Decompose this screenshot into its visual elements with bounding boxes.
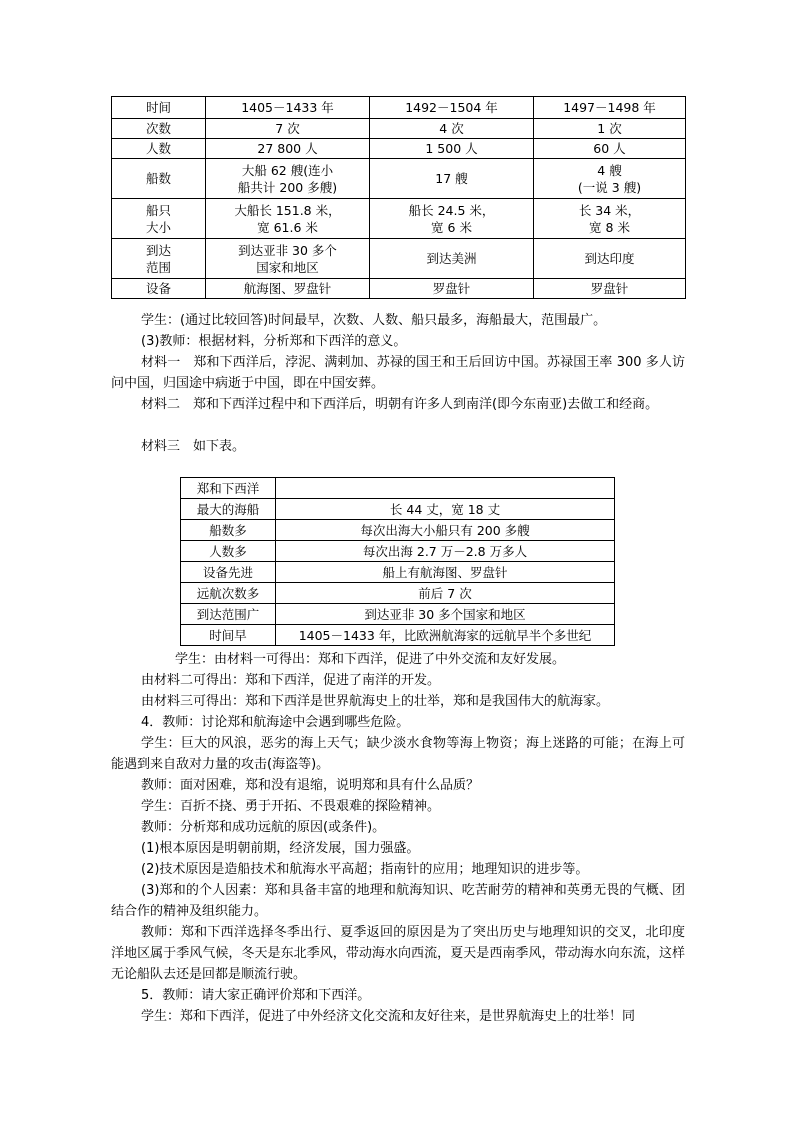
reason-fundamental: (1)根本原因是明朝前期，经济发展，国力强盛。 bbox=[141, 841, 420, 856]
table-row bbox=[112, 159, 686, 199]
teacher-question-reasons: 教师：分析郑和成功远航的原因(或条件)。 bbox=[141, 820, 386, 835]
teacher-question-evaluation: 5．教师：请大家正确评价郑和下西洋。 bbox=[141, 988, 371, 1003]
table-cell: 大船 62 艘(连小 船共计 200 多艘) bbox=[206, 159, 370, 199]
material-one: 材料一 郑和下西洋后，浡泥、满剌加、苏禄的国王和王后回访中国。苏禄国王率 300 多人访问中国，归国途中病逝于中国，即在中国安葬。 bbox=[111, 355, 685, 391]
material-three: 材料三 如下表。 bbox=[141, 439, 246, 454]
table-row bbox=[112, 97, 686, 119]
table-cell: 1405－1433 年 bbox=[206, 97, 370, 119]
table-cell: 罗盘针 bbox=[370, 279, 534, 299]
row-header-cell: 到达范围广 bbox=[181, 604, 276, 625]
reason-personal: (3)郑和的个人因素：郑和具备丰富的地理和航海知识、吃苦耐劳的精神和英勇无畏的气概、团结合作的精神及组织能力。 bbox=[111, 883, 685, 919]
table-cell: 1405－1433 年，比欧洲航海家的远航早半个多世纪 bbox=[276, 625, 615, 646]
table-cell: 到达亚非 30 多个 国家和地区 bbox=[206, 239, 370, 279]
row-header-cell: 时间 bbox=[112, 97, 206, 119]
table-cell: 27 800 人 bbox=[206, 139, 370, 159]
student-answer-qualities: 学生：百折不挠、勇于开拓、不畏艰难的探险精神。 bbox=[141, 799, 441, 814]
material-two: 材料二 郑和下西洋过程中和下西洋后，明朝有许多人到南洋(即今东南亚)去做工和经商。 bbox=[141, 397, 659, 412]
table-cell: 长 44 丈，宽 18 丈 bbox=[276, 499, 615, 520]
row-header-cell: 船数多 bbox=[181, 520, 276, 541]
row-header-cell: 最大的海船 bbox=[181, 499, 276, 520]
table-row bbox=[181, 604, 615, 625]
table-cell: 大船长 151.8 米， 宽 61.6 米 bbox=[206, 199, 370, 239]
conclusion-material-two: 由材料二可得出：郑和下西洋，促进了南洋的开发。 bbox=[141, 673, 441, 688]
table-cell: 7 次 bbox=[206, 119, 370, 139]
table-cell: 船长 24.5 米， 宽 6 米 bbox=[370, 199, 534, 239]
conclusion-material-one: 学生：由材料一可得出：郑和下西洋，促进了中外交流和友好发展。 bbox=[175, 652, 566, 667]
table-cell: 4 艘 (一说 3 艘) bbox=[534, 159, 686, 199]
table-cell: 每次出海大小船只有 200 多艘 bbox=[276, 520, 615, 541]
row-header-cell: 人数多 bbox=[181, 541, 276, 562]
table-row bbox=[181, 541, 615, 562]
teacher-question-dangers: 4．教师：讨论郑和航海途中会遇到哪些危险。 bbox=[141, 715, 410, 730]
table-row bbox=[181, 520, 615, 541]
row-header-cell: 时间早 bbox=[181, 625, 276, 646]
row-header-cell: 次数 bbox=[112, 119, 206, 139]
teacher-question-significance: (3)教师：根据材料，分析郑和下西洋的意义。 bbox=[141, 334, 407, 349]
table-cell: 每次出海 2.7 万－2.8 万多人 bbox=[276, 541, 615, 562]
table-row bbox=[181, 478, 615, 499]
zheng-he-facts-table-body bbox=[181, 478, 615, 646]
table-row bbox=[181, 562, 615, 583]
table-cell: 罗盘针 bbox=[534, 279, 686, 299]
reason-technical: (2)技术原因是造船技术和航海水平高超；指南针的应用；地理知识的进步等。 bbox=[141, 862, 589, 877]
table-cell: 17 艘 bbox=[370, 159, 534, 199]
row-header-cell: 远航次数多 bbox=[181, 583, 276, 604]
table-cell: 长 34 米， 宽 8 米 bbox=[534, 199, 686, 239]
table-cell: 60 人 bbox=[534, 139, 686, 159]
table-row bbox=[181, 499, 615, 520]
student-answer-dangers: 学生：巨大的风浪，恶劣的海上天气；缺少淡水食物等海上物资；海上迷路的可能；在海上可能遇到来自敌对力量的攻击(海盗等)。 bbox=[111, 736, 685, 772]
table-cell: 到达印度 bbox=[534, 239, 686, 279]
table-cell: 到达美洲 bbox=[370, 239, 534, 279]
table-row bbox=[181, 583, 615, 604]
row-header-cell: 设备 bbox=[112, 279, 206, 299]
student-answer-evaluation: 学生：郑和下西洋，促进了中外经济文化交流和友好往来，是世界航海史上的壮举！同 bbox=[141, 1009, 636, 1024]
row-header-cell: 船数 bbox=[112, 159, 206, 199]
row-header-cell: 郑和下西洋 bbox=[181, 478, 276, 499]
table-cell: 航海图、罗盘针 bbox=[206, 279, 370, 299]
table-row bbox=[112, 139, 686, 159]
table-cell: 1497－1498 年 bbox=[534, 97, 686, 119]
table-row bbox=[112, 119, 686, 139]
teacher-question-qualities: 教师：面对困难，郑和没有退缩，说明郑和具有什么品质？ bbox=[141, 778, 480, 793]
table-row bbox=[112, 239, 686, 279]
row-header-cell: 到达 范围 bbox=[112, 239, 206, 279]
table-row bbox=[112, 279, 686, 299]
teacher-explanation-monsoon: 教师：郑和下西洋选择冬季出行、夏季返回的原因是为了突出历史与地理知识的交叉，北印度洋地区属于季风气候，冬天是东北季风，带动海水向西流，夏天是西南季风，带动海水向东流，这样无论船队去还是回都是顺流行驶。 bbox=[111, 925, 685, 982]
voyage-comparison-table bbox=[111, 96, 686, 299]
table-cell: 1492－1504 年 bbox=[370, 97, 534, 119]
table-cell: 4 次 bbox=[370, 119, 534, 139]
table-cell: 前后 7 次 bbox=[276, 583, 615, 604]
row-header-cell: 人数 bbox=[112, 139, 206, 159]
table-cell: 1 500 人 bbox=[370, 139, 534, 159]
conclusion-material-three: 由材料三可得出：郑和下西洋是世界航海史上的壮举，郑和是我国伟大的航海家。 bbox=[141, 694, 610, 709]
table-row bbox=[181, 625, 615, 646]
table-cell: 1 次 bbox=[534, 119, 686, 139]
table-cell bbox=[276, 478, 615, 499]
row-header-cell: 船只 大小 bbox=[112, 199, 206, 239]
table-row bbox=[112, 199, 686, 239]
table-cell: 船上有航海图、罗盘针 bbox=[276, 562, 615, 583]
table-cell: 到达亚非 30 多个国家和地区 bbox=[276, 604, 615, 625]
student-answer-comparison: 学生：(通过比较回答)时间最早，次数、人数、船只最多，海船最大，范围最广。 bbox=[141, 313, 607, 328]
voyage-comparison-table-body bbox=[112, 97, 686, 299]
zheng-he-facts-table bbox=[180, 477, 615, 646]
row-header-cell: 设备先进 bbox=[181, 562, 276, 583]
